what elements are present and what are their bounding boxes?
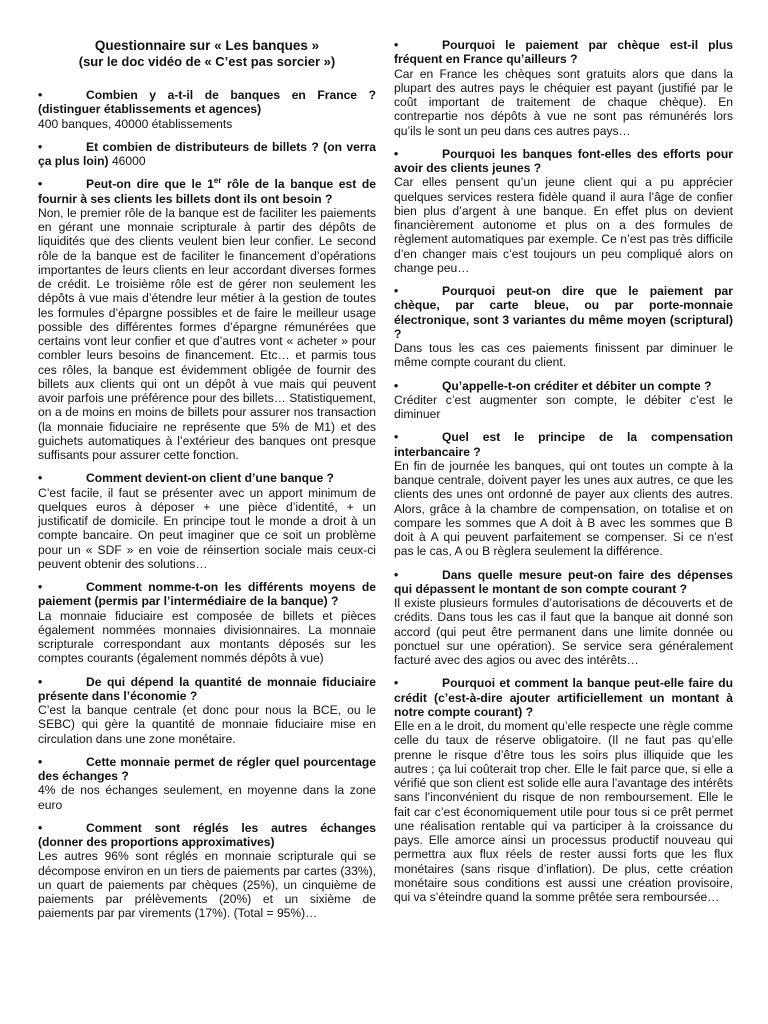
answer-text: C’est facile, il faut se présenter avec un apport minimum de quelques euros à déposer + une pièce d’identité, + un justificatif de domicile. En principe tout le monde a droit à un compte bancaire. On peut imaginer que ce soit un problème pour un « SDF » en voie de réinsertion sociale mais ceux-ci peuvent obtenir des solutions… — [38, 485, 376, 571]
question-text: • Peut-on dire que le 1er rôle de la banque est de fournir à ses clients les billets dont ils ont besoin ? — [38, 176, 376, 206]
question-text: • Pourquoi le paiement par chèque est-il plus fréquent en France qu’ailleurs ? — [394, 38, 733, 67]
bullet-icon: • — [38, 88, 43, 102]
question-item — [394, 430, 733, 558]
question-text: • Comment nomme-t-on les différents moyens de paiement (permis par l’intermédiaire de la banque) ? — [38, 580, 376, 609]
bullet-icon: • — [394, 567, 399, 582]
question-item — [38, 471, 376, 571]
answer-text: Créditer c’est augmenter son compte, le débiter c’est le diminuer — [394, 392, 733, 421]
document-subtitle: (sur le doc vidéo de « C’est pas sorcier ») — [78, 54, 336, 69]
question-text: • Qu’appelle-t-on créditer et débiter un compte ? — [394, 378, 712, 393]
bullet-icon: • — [394, 676, 399, 691]
answer-text: 4% de nos échanges seulement, en moyenne dans la zone euro — [38, 783, 376, 812]
question-text: • Comment devient-on client d’une banque ? — [38, 471, 334, 486]
answer-text: La monnaie fiduciaire est composée de billets et pièces également nommées monnaies divisionnaires. La monnaie scripturale correspondant aux montants déposés sur les comptes courants (également nommés dépôts à vue) — [38, 608, 376, 666]
question-item — [38, 177, 376, 462]
question-item — [38, 675, 376, 746]
question-text: • Pourquoi peut-on dire que le paiement par chèque, par carte bleue, ou par porte-monnaie électronique, sont 3 variantes du même moyen (scriptural) ? — [394, 284, 733, 341]
question-item — [38, 580, 376, 666]
bullet-icon: • — [394, 378, 399, 393]
answer-text: 400 banques, 40000 établissements — [38, 116, 233, 131]
question-item — [38, 140, 376, 169]
answer-text: Car elles pensent qu’un jeune client qui a pu apprécier quelques services restera fidèle quand il aura l’âge de confier bien plus d’argent à une banque. En effet plus on devient financièrement autonome et plus on a des formules de règlement automatiques par exemple. Ce n’est pas très difficile d’en changer mais c’est toujours un peu compliqué alors on change peu… — [394, 175, 733, 275]
bullet-icon: • — [394, 430, 399, 445]
bullet-icon: • — [38, 580, 43, 594]
document-title: Questionnaire sur « Les banques » — [94, 38, 320, 53]
question-item — [394, 676, 733, 904]
question-item — [394, 147, 733, 275]
question-item — [394, 38, 733, 138]
answer-text: Les autres 96% sont réglés en monnaie scripturale qui se décompose environ en un tiers de paiements par cartes (33%), un quart de paiements par chèques (25%), un cinquième de paiements par prélèvements (20%) et un sixième de paiements par par virements (17%). (Total = 95%)… — [38, 849, 376, 921]
answer-text: Dans tous les cas ces paiements finissent par diminuer le même compte courant du client. — [394, 341, 733, 370]
bullet-icon: • — [38, 754, 43, 769]
question-item — [394, 568, 733, 668]
left-column — [38, 38, 376, 930]
question-text: • Pourquoi les banques font-elles des efforts pour avoir des clients jeunes ? — [394, 146, 733, 175]
answer-text: 46000 — [111, 154, 146, 168]
bullet-icon: • — [38, 139, 43, 154]
bullet-icon: • — [38, 177, 43, 192]
answer-text: Elle en a le droit, du moment qu’elle respecte une règle comme celle du taux de réserve obligatoire. (Il ne faut pas qu’elle prenne le risque d’être tous les soirs plus illiquide que les autres ; ça lui coûterait trop cher. Elle le fait parce que, si elle a vérifié que son client est solide elle aura l’avantage des intérêts sans l’inconvénient du risque de non remboursement. Elle le fait car c’est économiquement utile pour tous si ce prêt permet une réalisation rentable qui va participer à la croissance du pays. Elle amorce ainsi un processus productif nouveau qui permettra aux flux réels de rester aussi forts que les flux monétaires (sans risque d’inflation). De plus, cette création monétaire sous conditions est aussi une création provisoire, qui va s’éteindre quand la somme prêtée sera remboursée… — [394, 719, 733, 904]
bullet-icon: • — [394, 284, 399, 298]
question-text: • Quel est le principe de la compensation interbancaire ? — [394, 430, 733, 459]
question-item — [394, 284, 733, 370]
bullet-icon: • — [38, 820, 43, 835]
question-text: • Pourquoi et comment la banque peut-elle faire du crédit (c’est-à-dire ajouter artificiellement un montant à notre compte courant) ? — [394, 676, 733, 719]
bullet-icon: • — [394, 146, 399, 161]
right-column — [394, 38, 733, 913]
answer-text: Car en France les chèques sont gratuits alors que dans la plupart des autres pays le chéquier est payant (justifié par le coût important de traitement de chaque chèque). En contrepartie nos dépôts à vue ne sont pas rémunérés lors qu’ils le sont un peu dans ces autres pays… — [394, 66, 733, 138]
question-item — [38, 88, 376, 131]
bullet-icon: • — [38, 674, 43, 689]
answer-text: C’est la banque centrale (et donc pour nous la BCE, ou le SEBC) qui gère la quantité de monnaie fiduciaire mise en circulation dans une zone monétaire. — [38, 703, 376, 746]
question-text: • De qui dépend la quantité de monnaie fiduciaire présente dans l’économie ? — [38, 674, 376, 703]
question-text: • Dans quelle mesure peut-on faire des dépenses qui dépassent le montant de son compte courant ? — [394, 567, 733, 596]
question-text: • Cette monnaie permet de régler quel pourcentage des échanges ? — [38, 754, 376, 783]
question-item — [394, 379, 733, 422]
bullet-icon: • — [38, 471, 43, 486]
question-text: • Comment sont réglés les autres échanges (donner des proportions approximatives) — [38, 820, 376, 849]
question-text: • Combien y a-t-il de banques en France ? (distinguer établissements et agences) — [38, 88, 376, 117]
bullet-icon: • — [394, 38, 399, 52]
answer-text: En fin de journée les banques, qui ont toutes un compte à la banque centrale, doivent payer les unes aux autres, ce que les clients des unes ont ordonné de payer aux clients des autres. Alors, grâce à la chambre de compensation, on totalise et on compare les sommes que A doit à B avec les sommes que B doit à A qui peuvent parfaitement se compenser. Si ce n’est pas le cas, A ou B règlera seulement la différence. — [394, 458, 733, 559]
question-item — [38, 821, 376, 921]
answer-text: Il existe plusieurs formules d’autorisations de découverts et de crédits. Dans tous les cas il faut que la banque ait donné son accord (qui peut être permanent dans une limite donnée ou ponctuel sur une opération). Se service sera généralement facturé avec des agios ou avec des intérêts… — [394, 596, 733, 667]
question-item — [38, 755, 376, 812]
question-text: • Et combien de distributeurs de billets ? (on verra ça plus loin) — [38, 139, 376, 168]
answer-text: Non, le premier rôle de la banque est de faciliter les paiements en gérant une monnaie scripturale à partir des dépôts de liquidités que des clients veulent bien leur confier. Le second rôle de la banque est de faciliter le financement d’opérations importantes de leurs clients en leur accordant diverses formes de crédit. Le troisième rôle est de gérer non seulement les dépôts à vue mais d’étendre leur métier à la gestion de toutes les formules d’épargne possibles et de faire le meilleur usage possible des différentes formes d’épargne rémunérées que certains vont leur confier et que d’autres vont « acheter » pour combler leurs besoins de financement. Etc… et parmis tous ces rôles, la banque est évidemment obligée de fournir des billets aux clients qui ont un dépôt à vue mais qui peuvent avoir parfois une préférence pour des billets… Statistiquement, on a de moins en moins de billets pour assurer nos transaction (la monnaie fiduciaire ne représente que 5% de M1) et des guichets automatiques à l’extérieur des banques ont presque suffisants pour assurer cette fonction. — [38, 205, 376, 462]
